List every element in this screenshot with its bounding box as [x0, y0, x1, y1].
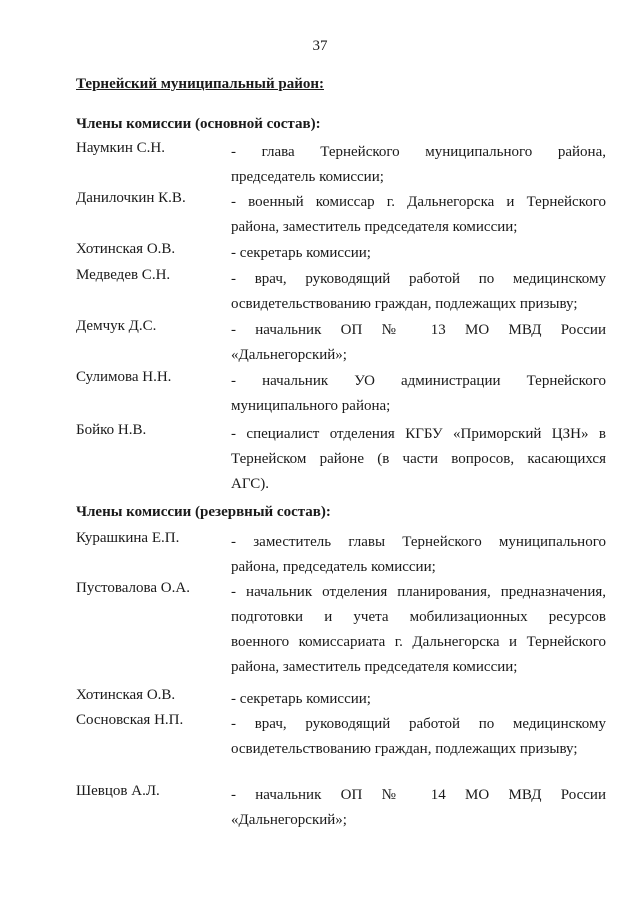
member-role [231, 140, 606, 190]
role-line: - начальник ОП № 13 МО МВД России [231, 322, 606, 338]
member-name: Демчук Д.С. [76, 318, 157, 334]
role-line: района, председатель комиссии; [231, 559, 436, 575]
role-line: - начальник ОП № 14 МО МВД России [231, 787, 606, 803]
role-line: - заместитель главы Тернейского муниципального [231, 534, 606, 550]
role-line: муниципального района; [231, 398, 391, 414]
role-line: - секретарь комиссии; [231, 245, 371, 261]
member-role [231, 530, 606, 580]
role-line: «Дальнегорский»; [231, 347, 347, 363]
role-line: Тернейском районе (в части вопросов, касающихся [231, 451, 606, 467]
role-line: района, заместитель председателя комиссии; [231, 219, 518, 235]
role-line: - специалист отделения КГБУ «Приморский ЦЗН» в [231, 426, 606, 442]
member-role [231, 267, 606, 317]
role-line: освидетельствованию граждан, подлежащих призыву; [231, 741, 578, 757]
member-name: Курашкина Е.П. [76, 530, 180, 546]
member-name: Хотинская О.В. [76, 687, 176, 703]
member-name: Шевцов А.Л. [76, 783, 160, 799]
member-role [231, 241, 606, 266]
role-line: - начальник УО администрации Тернейского [231, 373, 606, 389]
role-line: подготовки и учета мобилизационных ресурсов [231, 609, 606, 625]
role-line: - военный комиссар г. Дальнегорска и Тернейского [231, 194, 606, 210]
member-name: Бойко Н.В. [76, 422, 147, 438]
page-number: 37 [312, 38, 328, 54]
role-line: - начальник отделения планирования, предназначения, [231, 584, 606, 600]
member-name: Хотинская О.В. [76, 241, 176, 257]
member-name: Наумкин С.Н. [76, 140, 165, 156]
section-title: Члены комиссии (резервный состав): [76, 504, 331, 520]
member-name: Сулимова Н.Н. [76, 369, 172, 385]
member-role [231, 712, 606, 762]
role-line: - глава Тернейского муниципального района, [231, 144, 606, 160]
member-role [231, 580, 606, 680]
member-role [231, 422, 606, 497]
member-role [231, 687, 606, 712]
role-line: «Дальнегорский»; [231, 812, 347, 828]
district-title: Тернейский муниципальный район: [76, 76, 324, 92]
member-name: Данилочкин К.В. [76, 190, 186, 206]
member-name: Пустовалова О.А. [76, 580, 190, 596]
role-line: освидетельствованию граждан, подлежащих призыву; [231, 296, 578, 312]
section-title: Члены комиссии (основной состав): [76, 116, 321, 132]
role-line: АГС). [231, 476, 270, 492]
member-name: Медведев С.Н. [76, 267, 171, 283]
member-role [231, 318, 606, 368]
role-line: - врач, руководящий работой по медицинскому [231, 271, 606, 287]
member-role [231, 783, 606, 833]
role-line: председатель комиссии; [231, 169, 384, 185]
role-line: - врач, руководящий работой по медицинскому [231, 716, 606, 732]
role-line: района, заместитель председателя комиссии; [231, 659, 518, 675]
member-role [231, 190, 606, 240]
role-line: военного комиссариата г. Дальнегорска и Тернейского [231, 634, 606, 650]
member-name: Сосновская Н.П. [76, 712, 184, 728]
role-line: - секретарь комиссии; [231, 691, 371, 707]
member-role [231, 369, 606, 419]
